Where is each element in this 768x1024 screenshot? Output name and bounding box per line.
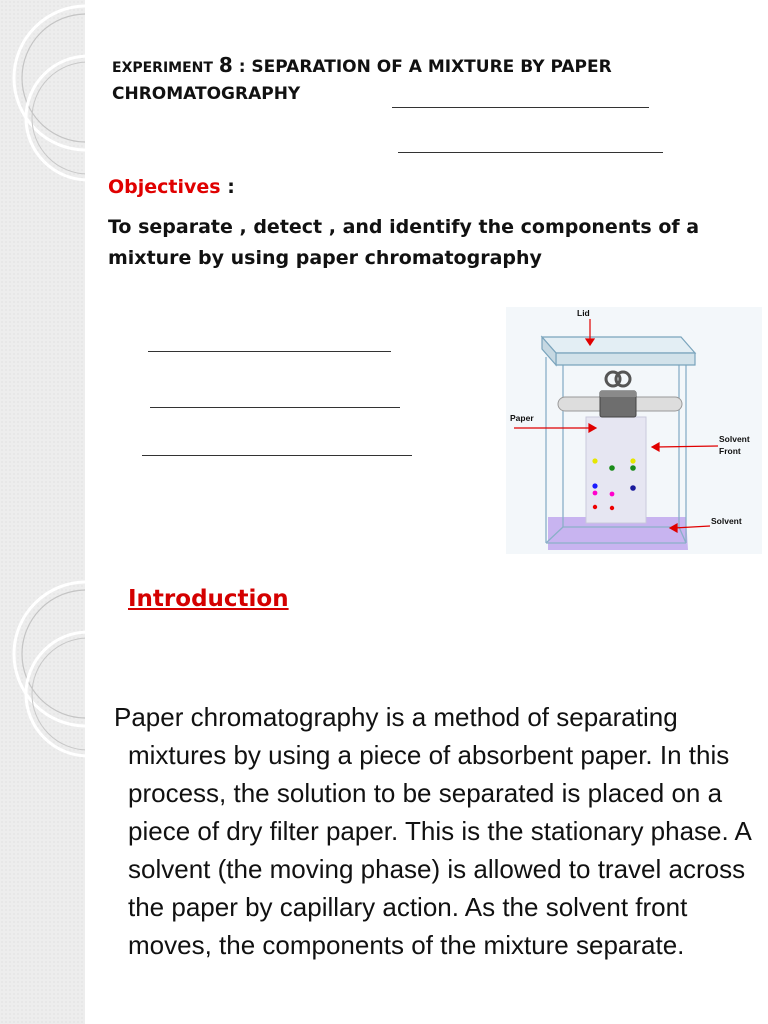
blank-line [392,107,649,108]
title-rest: : SEPARATION OF A MIXTURE BY PAPER CHROMATOGRAPHY [112,57,612,104]
blank-line [150,407,400,408]
chromatography-chamber-figure [506,307,762,554]
blank-line [148,351,391,352]
slide-2 [0,576,768,1024]
decorative-circles-icon [0,576,85,1024]
decorative-circles-icon [0,0,85,576]
title-prefix: EXPERIMENT [112,60,213,76]
chromatography-diagram [506,307,762,554]
title-number: 8 [218,53,233,77]
decorative-sidebar [0,0,85,576]
label-solvent-front-2: Front [719,446,741,456]
objectives-heading [108,176,235,198]
label-lid: Lid [577,308,590,318]
objectives-colon: : [220,176,235,198]
introduction-heading: Introduction [128,586,289,612]
label-paper: Paper [510,413,534,423]
binder-clip-icon [600,372,636,417]
decorative-sidebar [0,576,85,1024]
introduction-paragraph: Paper chromatography is a method of separating mixtures by using a piece of absorbent paper. In this process, the solution to be separated is placed on a piece of dry filter paper. This is the stationary phase. A solvent (the moving phase) is allowed to travel across the paper by capillary action. As the solvent front moves, the components of the mixture separate. [114,702,751,960]
label-solvent-front-1: Solvent [719,434,750,444]
blank-line [398,152,663,153]
objectives-label: Objectives [108,176,221,198]
objectives-text: To separate , detect , and identify the components of a mixture by using paper chromatography [108,216,700,269]
label-solvent: Solvent [711,516,742,526]
lid [542,337,695,365]
slide-title [112,52,752,107]
blank-line [142,455,412,456]
